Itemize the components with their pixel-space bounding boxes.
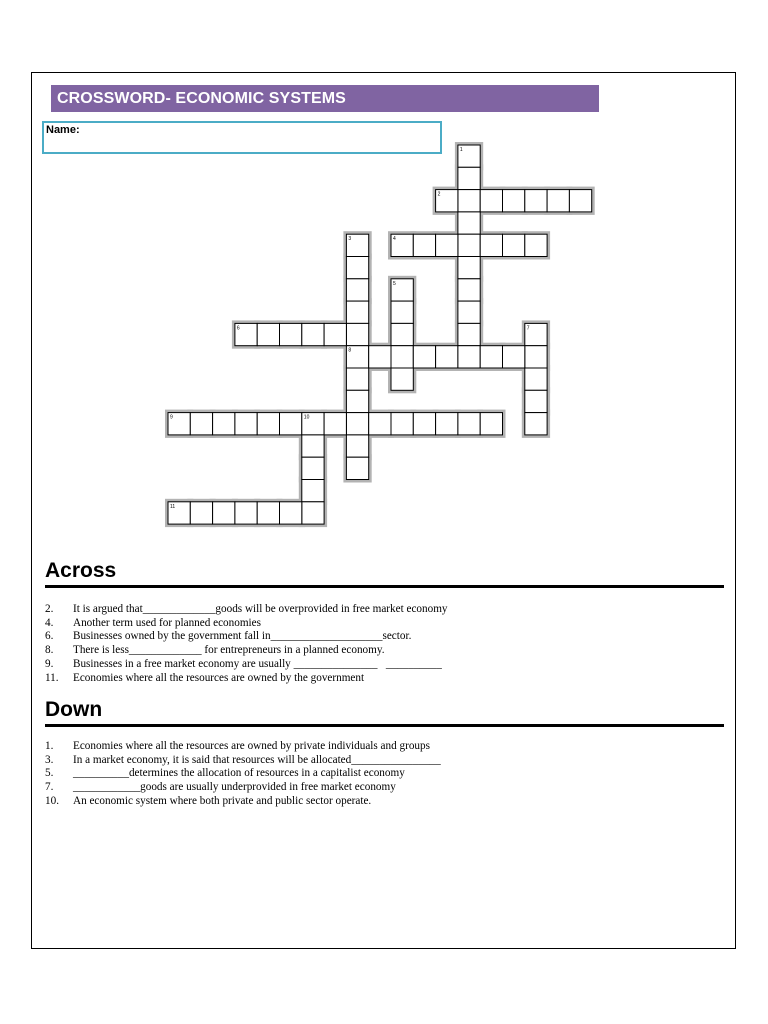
clue-text: Businesses owned by the government fall in____________________sector. xyxy=(73,630,412,643)
crossword-cell[interactable] xyxy=(391,368,413,390)
clue-text: ____________goods are usually underprovided in free market economy xyxy=(73,781,396,794)
clue-text: Economies where all the resources are owned by the government xyxy=(73,671,365,684)
across-clue-list xyxy=(45,603,725,685)
crossword-cell[interactable] xyxy=(436,346,458,368)
clue-number: 3. xyxy=(45,753,54,766)
crossword-cell[interactable] xyxy=(480,190,502,212)
crossword-cell[interactable] xyxy=(369,413,391,435)
cell-number: 4 xyxy=(393,236,396,243)
clue-number: 6. xyxy=(45,630,54,643)
clue-number: 1. xyxy=(45,740,54,752)
crossword-cell[interactable] xyxy=(346,257,368,279)
down-clue-3 xyxy=(45,781,725,795)
crossword-cell[interactable] xyxy=(525,234,547,256)
cell-number: 9 xyxy=(170,414,173,421)
crossword-cell[interactable] xyxy=(280,502,302,524)
crossword-cell[interactable] xyxy=(391,346,413,368)
grid-cells xyxy=(168,145,592,524)
cell-number: 6 xyxy=(236,325,240,332)
crossword-cell[interactable] xyxy=(525,346,547,368)
down-clue-2 xyxy=(45,767,725,781)
crossword-cell[interactable] xyxy=(391,413,413,435)
across-clue-1 xyxy=(45,617,725,631)
crossword-cell[interactable] xyxy=(257,323,279,345)
clue-text: Businesses in a free market economy are usually _______________ __________ xyxy=(73,657,442,670)
down-heading: Down xyxy=(45,698,103,721)
down-clue-0 xyxy=(45,740,725,754)
cell-number: 10 xyxy=(303,414,310,421)
crossword-cell[interactable] xyxy=(324,413,346,435)
crossword-cell[interactable] xyxy=(547,190,569,212)
clue-number: 11. xyxy=(45,671,59,684)
crossword-cell[interactable] xyxy=(235,413,257,435)
crossword-cell[interactable] xyxy=(280,413,302,435)
crossword-cell[interactable] xyxy=(480,234,502,256)
crossword-cell[interactable] xyxy=(369,346,391,368)
crossword-cell[interactable] xyxy=(480,346,502,368)
crossword-cell[interactable] xyxy=(190,502,212,524)
worksheet-title: CROSSWORD- ECONOMIC SYSTEMS xyxy=(51,85,599,112)
cell-number: 7 xyxy=(526,325,530,332)
crossword-cell[interactable] xyxy=(458,190,480,212)
cell-number: 1 xyxy=(459,147,463,153)
crossword-cell[interactable] xyxy=(257,502,279,524)
down-rule xyxy=(45,724,724,727)
crossword-cell[interactable] xyxy=(458,413,480,435)
crossword-cell[interactable] xyxy=(413,346,435,368)
crossword-cell[interactable] xyxy=(346,279,368,301)
clue-number: 5. xyxy=(45,767,54,780)
clue-text: An economic system where both private and public sector operate. xyxy=(73,794,372,807)
crossword-cell[interactable] xyxy=(436,413,458,435)
clue-number: 2. xyxy=(45,603,54,615)
crossword-cell[interactable] xyxy=(413,234,435,256)
crossword-cell[interactable] xyxy=(503,346,525,368)
cell-number: 2 xyxy=(437,191,441,198)
crossword-cell[interactable] xyxy=(213,413,235,435)
clue-text: It is argued that_____________goods will be overprovided in free market economy xyxy=(73,603,448,615)
crossword-cell[interactable] xyxy=(436,234,458,256)
crossword-cell[interactable] xyxy=(480,413,502,435)
crossword-cell[interactable] xyxy=(346,301,368,323)
crossword-cell[interactable] xyxy=(346,413,368,435)
crossword-cell[interactable] xyxy=(525,413,547,435)
crossword-cell[interactable] xyxy=(302,480,324,502)
crossword-cell[interactable] xyxy=(257,413,279,435)
crossword-cell[interactable] xyxy=(346,457,368,479)
crossword-cell[interactable] xyxy=(302,435,324,457)
clue-number: 10. xyxy=(45,794,59,807)
clue-number: 7. xyxy=(45,781,54,794)
down-clue-4 xyxy=(45,795,725,809)
crossword-cell[interactable] xyxy=(458,301,480,323)
crossword-cell[interactable] xyxy=(346,368,368,390)
clue-number: 4. xyxy=(45,616,54,629)
crossword-cell[interactable] xyxy=(346,323,368,345)
down-clue-list xyxy=(45,740,725,809)
crossword-cell[interactable] xyxy=(302,323,324,345)
crossword-cell[interactable] xyxy=(458,234,480,256)
clue-text: There is less_____________ for entrepreneurs in a planned economy. xyxy=(73,644,385,657)
crossword-cell[interactable] xyxy=(346,435,368,457)
crossword-cell[interactable] xyxy=(280,323,302,345)
crossword-cell[interactable] xyxy=(213,502,235,524)
crossword-cell[interactable] xyxy=(458,323,480,345)
crossword-cell[interactable] xyxy=(391,323,413,345)
across-clue-5 xyxy=(45,672,725,686)
crossword-cell[interactable] xyxy=(391,301,413,323)
clue-text: Economies where all the resources are owned by private individuals and groups xyxy=(73,740,430,752)
crossword-cell[interactable] xyxy=(525,368,547,390)
crossword-cell[interactable] xyxy=(503,190,525,212)
across-clue-2 xyxy=(45,630,725,644)
clue-text: __________determines the allocation of resources in a capitalist economy xyxy=(73,767,405,780)
crossword-cell[interactable] xyxy=(525,390,547,412)
across-clue-3 xyxy=(45,644,725,658)
crossword-cell[interactable] xyxy=(503,234,525,256)
crossword-cell[interactable] xyxy=(235,502,257,524)
across-rule xyxy=(45,585,724,588)
across-clue-4 xyxy=(45,658,725,672)
crossword-cell[interactable] xyxy=(324,323,346,345)
crossword-cell[interactable] xyxy=(458,346,480,368)
crossword-cell[interactable] xyxy=(458,257,480,279)
crossword-cell[interactable] xyxy=(302,457,324,479)
crossword-cell[interactable] xyxy=(569,190,591,212)
across-heading: Across xyxy=(45,559,117,582)
crossword-cell[interactable] xyxy=(413,413,435,435)
cell-number: 11 xyxy=(170,503,176,510)
crossword-cell[interactable] xyxy=(458,279,480,301)
crossword-cell[interactable] xyxy=(458,212,480,234)
clue-text: Another term used for planned economies xyxy=(73,616,261,629)
cell-number: 3 xyxy=(348,236,352,243)
clue-number: 9. xyxy=(45,657,54,670)
clue-text: In a market economy, it is said that resources will be allocated________________ xyxy=(73,753,441,766)
crossword-cell[interactable] xyxy=(302,502,324,524)
across-clue-0 xyxy=(45,603,725,617)
crossword-cell[interactable] xyxy=(346,390,368,412)
clue-number: 8. xyxy=(45,644,54,657)
down-clue-1 xyxy=(45,754,725,768)
crossword-cell[interactable] xyxy=(525,190,547,212)
cell-number: 8 xyxy=(348,347,352,354)
crossword-cell[interactable] xyxy=(458,167,480,189)
cell-number: 5 xyxy=(393,280,396,287)
name-label: Name: xyxy=(46,124,80,136)
crossword-cell[interactable] xyxy=(190,413,212,435)
